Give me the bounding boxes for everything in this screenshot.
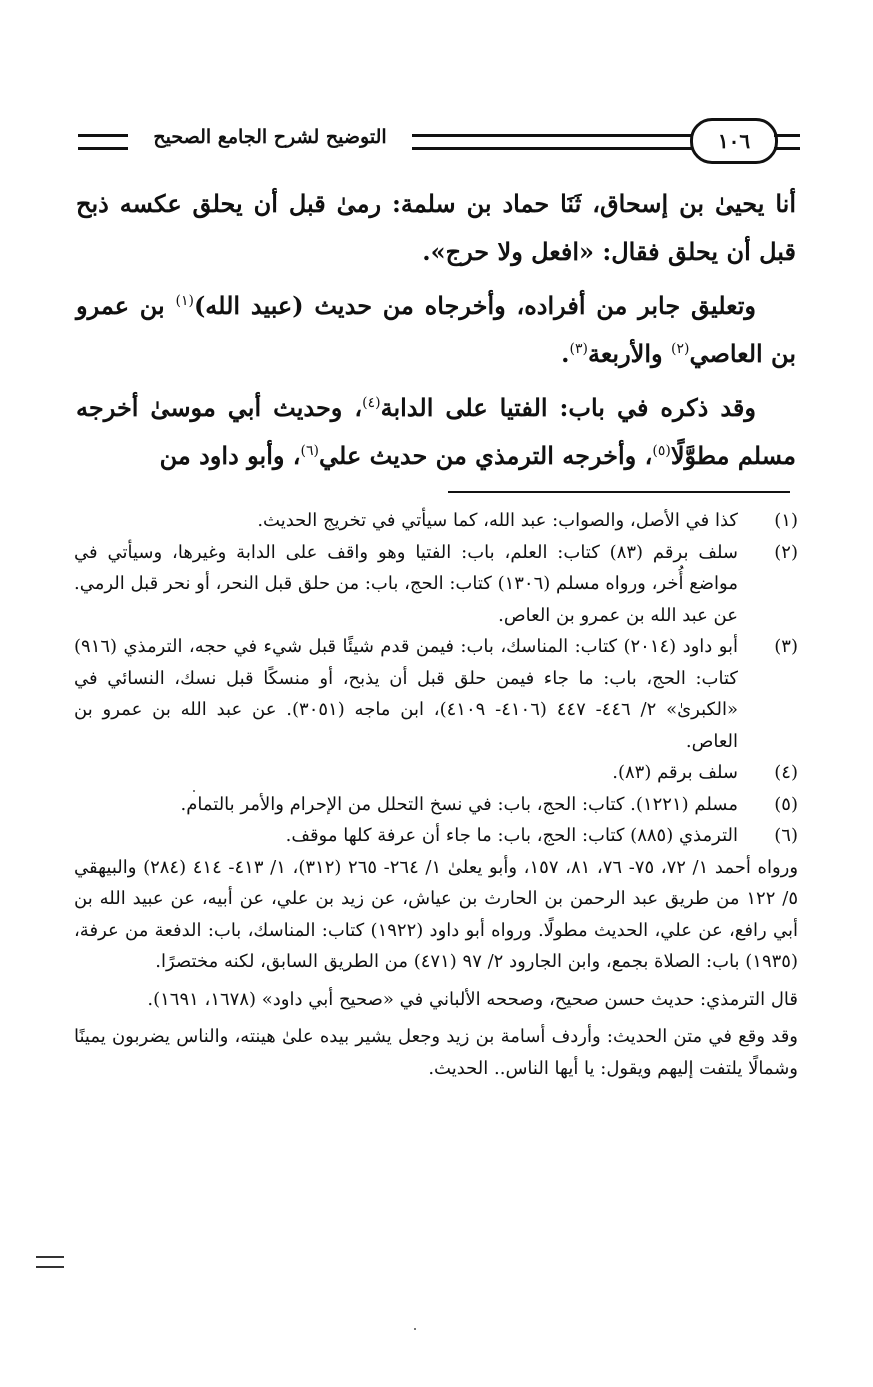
text-span: ، وأبو داود من [159,441,301,470]
footnote-6-continuation-3: وقد وقع في متن الحديث: وأردف أسامة بن زيد وجعل يشير بيده علىٰ هينته، والناس يضربون يمينًا وشمالًا يلتفت إليهم ويقول: يا أيها الناس.. الحديث. [74,1026,798,1079]
page-header [78,112,798,168]
footnote-5 [74,789,798,821]
running-title: التوضيح لشرح الجامع الصحيح [153,126,387,148]
footnote-number: (٦) [774,825,798,846]
main-text [76,180,796,480]
footnote-number: (١) [774,510,798,531]
footnote-text: أبو داود (٢٠١٤) كتاب: المناسك، باب: فيمن قدم شيئًا قبل شيء في حجه، الترمذي (٩١٦) كتاب: الحج، باب: ما جاء فيمن حلق قبل أن يذبح، أو منسكًا قبل نسك، النسائي في «الكبرىٰ» ٢/ ٤٤٦- ٤٤٧ (٤١٠٦- ٤١٠٩)، ابن ماجه (٣٠٥١). عن عبد الله بن عمرو بن العاص. [74,636,739,752]
footnote-ref-1[interactable]: (١) [175,293,194,309]
page-number: ١٠٦ [690,118,778,164]
footnote-ref-4[interactable]: (٤) [362,395,381,411]
footnote-text: سلف برقم (٨٣). [612,762,738,783]
footnotes [74,505,798,1084]
footnote-number: (٢) [774,541,798,563]
footnote-ref-3[interactable]: (٣) [569,341,588,357]
text-span: . [561,339,570,368]
text-span: ، وحديث أبي موسىٰ أخرجه مسلم مطوَّلًا [76,393,796,470]
footnote-separator [448,491,790,493]
footnote-6-continuation-2: قال الترمذي: حديث حسن صحيح، وصححه الألباني في «صحيح أبي داود» (١٦٧٨، ١٦٩١). [147,988,798,1010]
header-double-rule-left [78,134,128,150]
footnote-text: الترمذي (٨٨٥) كتاب: الحج، باب: ما جاء أن عرفة كلها موقف. [285,825,738,846]
margin-mark [36,1256,64,1268]
footnote-ref-5[interactable]: (٥) [652,443,671,459]
paragraph-2 [76,282,796,378]
footnote-text: سلف برقم (٨٣) كتاب: العلم، باب: الفتيا وهو واقف على الدابة وغيرها، وسيأتي في مواضع أُخر، ورواه مسلم (١٣٠٦) كتاب: الحج، باب: من حلق قبل النحر، أو نحر قبل الرمي. عن عبد الله بن عمرو بن العاص. [74,541,739,626]
footnote-ref-2[interactable]: (٢) [670,341,690,357]
footnote-3 [74,631,798,757]
footnote-2 [74,537,798,632]
text-span: وتعليق جابر من أفراده، وأخرجاه من حديث (عبيد الله) [193,291,757,320]
header-double-rule-right [774,134,800,150]
footnote-4 [74,757,798,789]
text-span: وقد ذكره في باب: الفتيا على الدابة [380,393,756,422]
paragraph-1: أنا يحيىٰ بن إسحاق، ثَنَا حماد بن سلمة: رمىٰ قبل أن يحلق عكسه ذبح قبل أن يحلق فقال: «افعل ولا حرج». [76,189,797,266]
text-span: والأربعة [587,339,671,368]
footnote-1 [74,505,798,537]
scan-speck [414,1328,416,1330]
footnote-text: مسلم (١٢٢١). كتاب: الحج، باب: في نسخ التحلل من الإحرام والأمر بالتمام. [180,793,738,815]
footnote-text: كذا في الأصل، والصواب: عبد الله، كما سيأتي في تخريج الحديث. [257,510,738,531]
footnote-number: (٥) [774,793,798,815]
footnote-number: (٤) [774,762,798,783]
paragraph-3 [76,384,796,480]
footnote-ref-6[interactable]: (٦) [300,443,320,459]
scan-speck [193,790,195,792]
text-span: ، وأخرجه الترمذي من حديث علي [319,441,653,470]
footnote-number: (٣) [774,636,798,657]
footnote-6 [74,820,798,852]
footnote-6-continuation-1: ورواه أحمد ١/ ٧٢، ٧٥- ٧٦، ٨١، ١٥٧، وأبو يعلىٰ ١/ ٢٦٤- ٢٦٥ (٣١٢)، ١/ ٤١٣- ٤١٤ (٢٨٤) والبيهقي ٥/ ١٢٢ من طريق عبد الرحمن بن الحارث بن عياش، عن زيد بن علي، عن أبيه، عن عبيد الله بن أبي رافع، عن علي، الحديث مطولًا. ورواه أبو داود (١٩٢٢) كتاب: المناسك، باب: الدفعة من عرفة، (١٩٣٥) باب: الصلاة بجمع، وابن الجارود ٢/ ٩٧ (٤٧١) من الطريق السابق، لكنه مختصرًا. [74,856,799,972]
text-span: بن عمرو بن العاصي [76,291,796,368]
header-double-rule-middle [412,134,696,150]
